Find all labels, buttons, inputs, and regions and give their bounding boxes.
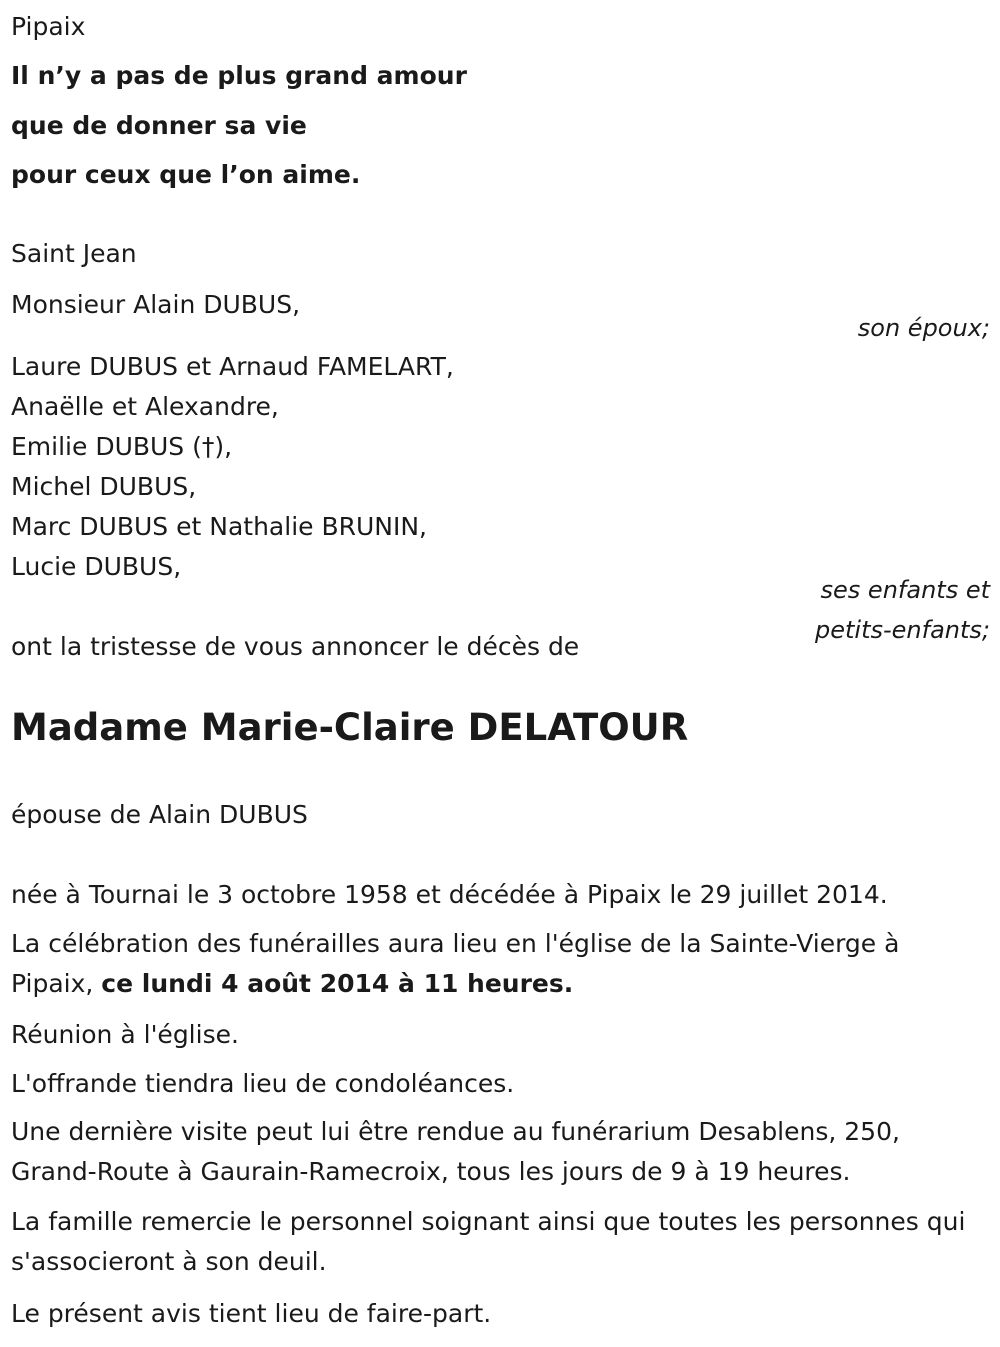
- quote-source: Saint Jean: [11, 239, 137, 268]
- meeting: Réunion à l'église.: [11, 1020, 239, 1049]
- offering: L'offrande tiendra lieu de condoléances.: [11, 1069, 515, 1098]
- spouse-of: épouse de Alain DUBUS: [11, 800, 308, 829]
- children-role-line-2: petits-enfants;: [815, 616, 990, 644]
- thanks-paragraph: La famille remercie le personnel soignant ainsi que toutes les personnes qui s'associeront à son deuil.: [11, 1207, 966, 1276]
- location: Pipaix: [11, 12, 86, 41]
- birth-death: née à Tournai le 3 octobre 1958 et décédée à Pipaix le 29 juillet 2014.: [11, 880, 888, 909]
- visit-paragraph: Une dernière visite peut lui être rendue au funérarium Desablens, 250, Grand-Route à Gaurain-Ramecroix, tous les jours de 9 à 19 heures.: [11, 1117, 900, 1186]
- list-item: Lucie DUBUS,: [11, 552, 182, 581]
- notice: Le présent avis tient lieu de faire-part.: [11, 1299, 492, 1328]
- spouse-name: Monsieur Alain DUBUS,: [11, 290, 301, 319]
- quote-line-3: pour ceux que l’on aime.: [11, 160, 361, 189]
- children-role-line-1: ses enfants et: [820, 576, 990, 604]
- list-item: Anaëlle et Alexandre,: [11, 392, 279, 421]
- funeral-date: ce lundi 4 août 2014 à 11 heures.: [101, 969, 574, 998]
- spouse-role: son époux;: [857, 314, 990, 342]
- deceased-name: Madame Marie-Claire DELATOUR: [11, 706, 689, 749]
- announcement: ont la tristesse de vous annoncer le décès de: [11, 632, 580, 661]
- list-item: Marc DUBUS et Nathalie BRUNIN,: [11, 512, 428, 541]
- list-item: Laure DUBUS et Arnaud FAMELART,: [11, 352, 454, 381]
- quote-line-1: Il n’y a pas de plus grand amour: [11, 61, 467, 90]
- quote-line-2: que de donner sa vie: [11, 111, 307, 140]
- funeral-paragraph: [11, 924, 986, 1004]
- funeral-text: La célébration des funérailles aura lieu en l'église de la Sainte-Vierge à Pipaix,: [11, 929, 900, 998]
- list-item: Michel DUBUS,: [11, 472, 197, 501]
- list-item: Emilie DUBUS (†),: [11, 432, 233, 461]
